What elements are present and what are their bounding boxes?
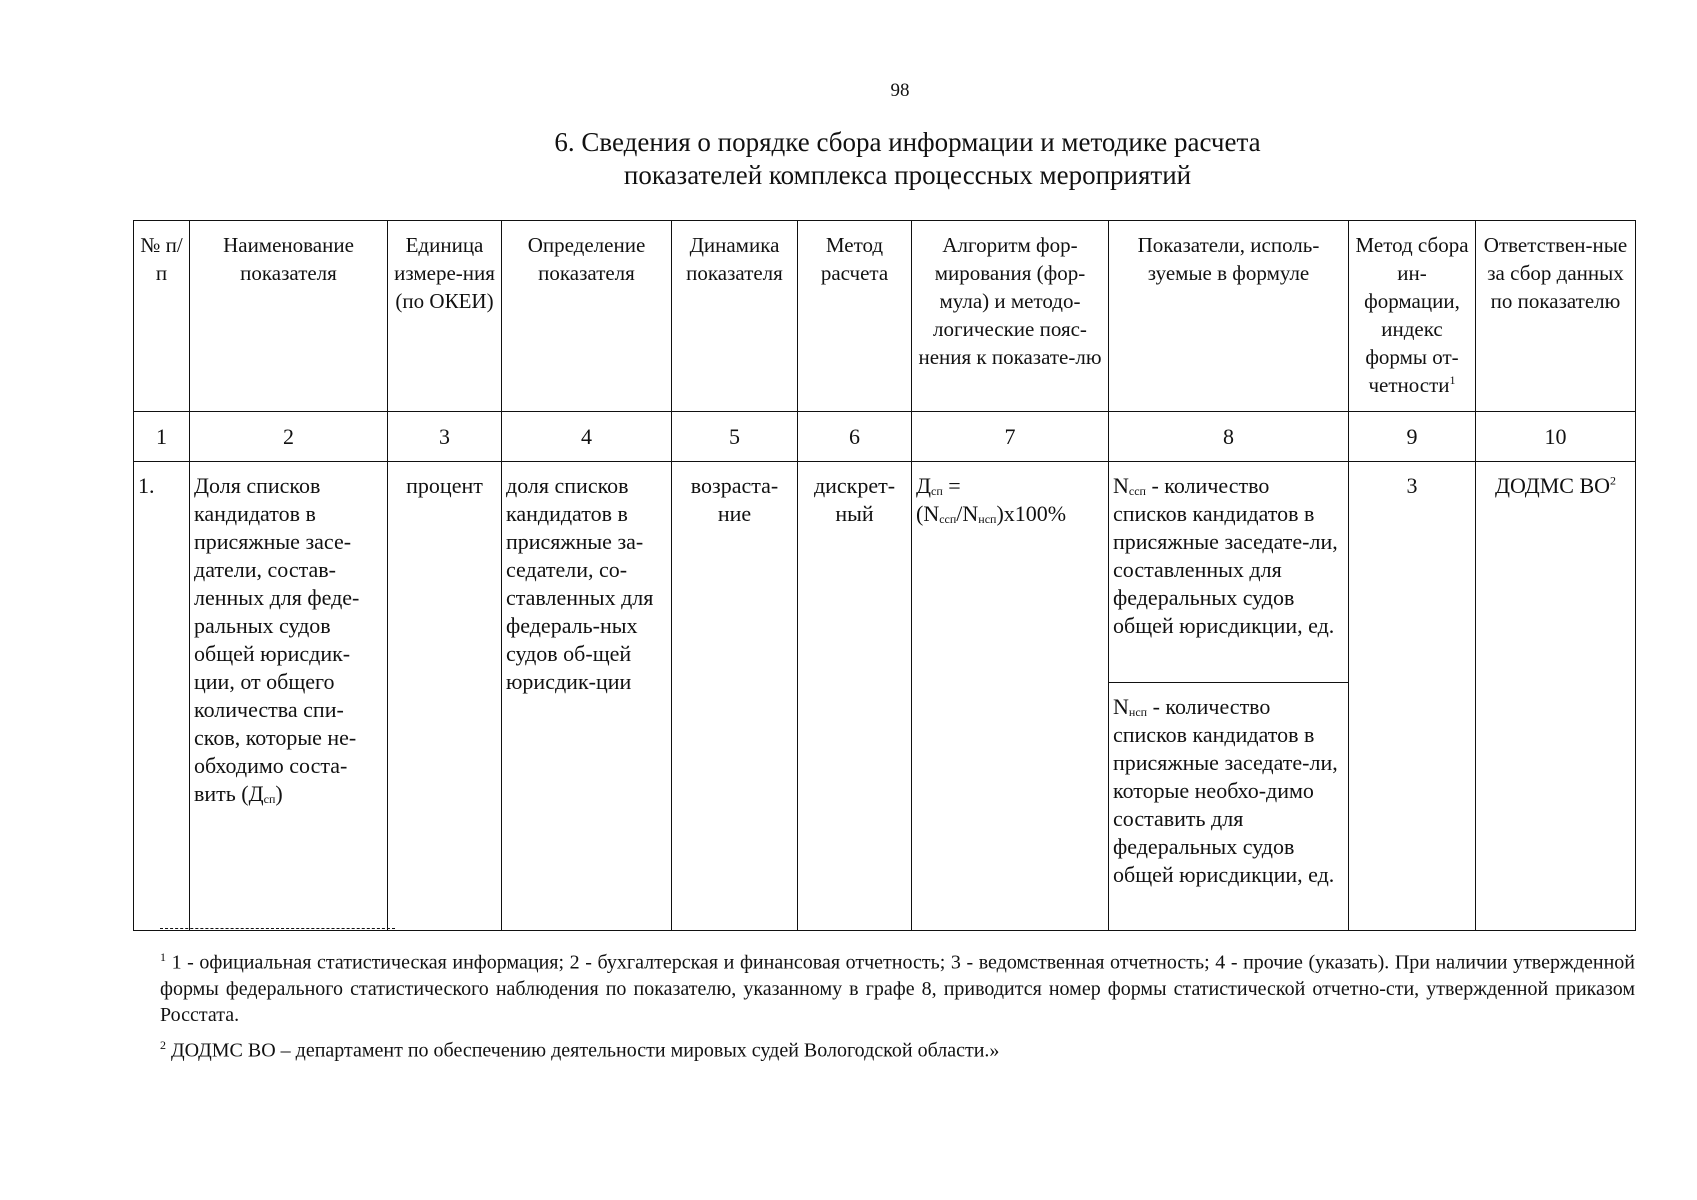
unit-cell: процент xyxy=(388,462,502,931)
header-num: № п/п xyxy=(134,221,190,412)
indicator-text: - количество списков кандидатов в присяжные заседате-ли, которые необхо-димо составить для федеральных судов общей юрисдикции, ед. xyxy=(1113,694,1338,887)
footnote-ref-2: 2 xyxy=(1610,473,1617,488)
footnotes xyxy=(160,944,1635,1067)
header-name: Наименование показателя xyxy=(190,221,388,412)
table-row xyxy=(134,462,1636,683)
indicator-item-1 xyxy=(1109,462,1349,683)
footnote-divider xyxy=(160,928,395,929)
formula-subscript: сп xyxy=(931,484,943,498)
formula-part: )x100% xyxy=(996,501,1067,526)
formula-symbol: Д xyxy=(916,473,932,498)
document-title xyxy=(500,126,1315,192)
title-line-1: 6. Сведения о порядке сбора информации и методике расчета xyxy=(554,127,1261,157)
footnote-ref-1: 1 xyxy=(1449,373,1456,387)
header-method: Метод расчета xyxy=(798,221,912,412)
formula-equals: = xyxy=(942,473,961,498)
row-number: 1. xyxy=(134,462,190,931)
footnote-2 xyxy=(160,1032,1635,1064)
header-dynamics: Динамика показателя xyxy=(672,221,798,412)
header-unit: Единица измере-ния (по ОКЕИ) xyxy=(388,221,502,412)
column-number: 9 xyxy=(1349,412,1476,462)
header-responsible: Ответствен-ные за сбор данных по показателю xyxy=(1476,221,1636,412)
header-indicators: Показатели, исполь-зуемые в формуле xyxy=(1109,221,1349,412)
column-number: 10 xyxy=(1476,412,1636,462)
indicator-item-2 xyxy=(1109,683,1349,931)
page-number: 98 xyxy=(890,80,910,101)
indicator-symbol: N xyxy=(1113,694,1129,719)
indicator-symbol: N xyxy=(1113,473,1129,498)
header-collection-method-label: Метод сбора ин-формации, индекс формы от-четности xyxy=(1355,233,1469,397)
column-number: 5 xyxy=(672,412,798,462)
indicator-name-end: ) xyxy=(275,781,283,806)
footnote-mark: 1 xyxy=(160,950,166,964)
indicator-name-text: Доля списков кандидатов в присяжные засе-датели, состав-ленных для феде-ральных судов общей юрисдик-ции, от общего количества спи-сков, которые не-обходимо соста-вить (Д xyxy=(194,473,360,806)
header-collection-method xyxy=(1349,221,1476,412)
column-number: 7 xyxy=(912,412,1109,462)
formula-cell xyxy=(912,462,1109,931)
column-number: 2 xyxy=(190,412,388,462)
column-number: 8 xyxy=(1109,412,1349,462)
indicator-text: - количество списков кандидатов в присяжные заседате-ли, составленных для федеральных судов общей юрисдикции, ед. xyxy=(1113,473,1338,638)
header-definition: Определение показателя xyxy=(502,221,672,412)
formula-part: /N xyxy=(956,501,979,526)
column-number: 1 xyxy=(134,412,190,462)
title-line-2: показателей комплекса процессных мероприятий xyxy=(623,160,1192,190)
column-number: 3 xyxy=(388,412,502,462)
indicator-symbol-sub: ссп xyxy=(1128,484,1146,498)
indicator-name xyxy=(190,462,388,931)
footnote-mark: 2 xyxy=(160,1037,166,1052)
column-number: 6 xyxy=(798,412,912,462)
header-row xyxy=(134,221,1636,412)
footnote-text: 1 - официальная статистическая информация; 2 - бухгалтерская и финансовая отчетность; 3 - ведомственная отчетность; 4 - прочие (указать). При наличии утвержденной формы федерального статистического наблюдения по показателю, указанному в графе 8, приводится номер формы статистической отчетно-сти, утвержденной приказом Росстата. xyxy=(160,951,1635,1026)
dynamics-cell: возраста-ние xyxy=(672,462,798,931)
responsible-cell xyxy=(1476,462,1636,931)
header-algorithm: Алгоритм фор-мирования (фор-мула) и методо-логические пояс-нения к показате-лю xyxy=(912,221,1109,412)
column-number: 4 xyxy=(502,412,672,462)
indicators-table xyxy=(133,220,1636,931)
indicator-name-sub: сп xyxy=(263,792,276,806)
formula-part: (N xyxy=(916,501,940,526)
responsible-text: ДОДМС ВО xyxy=(1494,473,1611,498)
collection-method-cell: 3 xyxy=(1349,462,1476,931)
footnote-1 xyxy=(160,944,1635,1028)
formula-subscript: ссп xyxy=(939,512,957,526)
footnote-text: ДОДМС ВО – департамент по обеспечению деятельности мировых судей Вологодской области.» xyxy=(166,1039,1000,1062)
column-number-row xyxy=(134,412,1636,462)
method-cell: дискрет-ный xyxy=(798,462,912,931)
indicator-symbol-sub: нсп xyxy=(1128,705,1148,719)
formula-subscript: нсп xyxy=(978,512,997,526)
definition-cell: доля списков кандидатов в присяжные за-седатели, со-ставленных для федераль-ных судов об-щей юрисдик-ции xyxy=(502,462,672,931)
